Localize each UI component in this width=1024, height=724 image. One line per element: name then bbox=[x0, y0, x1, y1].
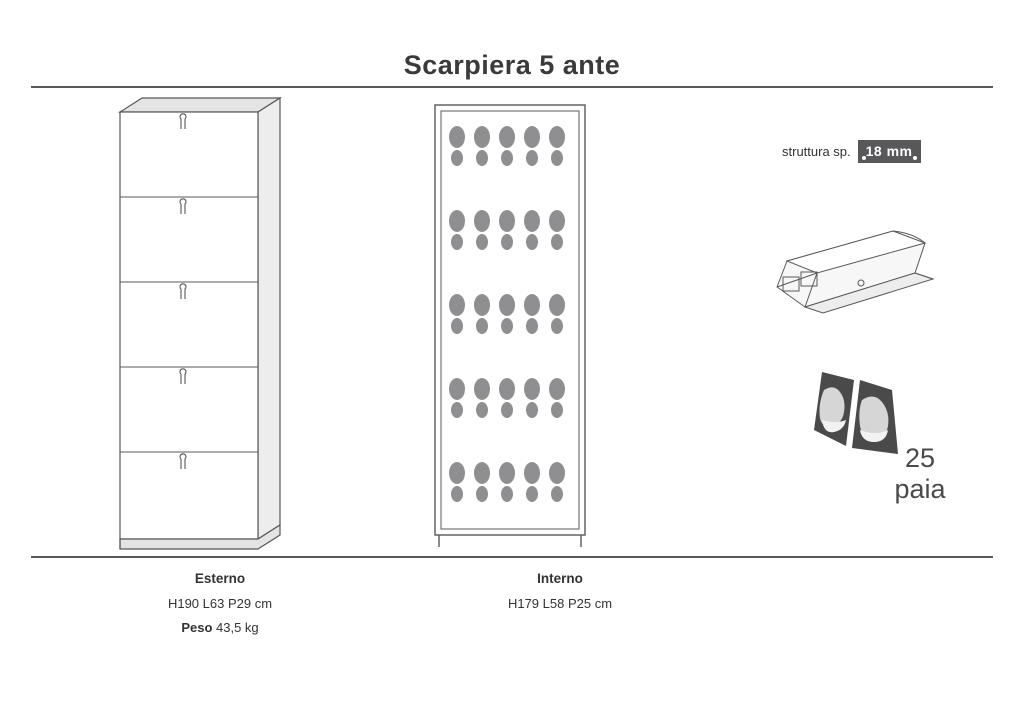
exterior-dimensions: H190 L63 P29 cm bbox=[167, 595, 273, 611]
structure-thickness-label: struttura sp. bbox=[782, 144, 851, 159]
interior-shoe-layout-drawing bbox=[425, 95, 600, 550]
exterior-weight-label: Peso bbox=[181, 620, 213, 636]
exterior-cabinet-drawing bbox=[95, 95, 305, 550]
exterior-caption bbox=[60, 566, 380, 641]
interior-caption bbox=[400, 566, 720, 616]
tilting-drawer-detail-drawing bbox=[765, 215, 945, 325]
page-title: Scarpiera 5 ante bbox=[403, 50, 621, 80]
exterior-label: Esterno bbox=[194, 571, 246, 586]
interior-label: Interno bbox=[537, 571, 583, 586]
capacity-unit: paia bbox=[894, 474, 946, 505]
capacity-pairs bbox=[860, 443, 980, 505]
interior-dimensions: H179 L58 P25 cm bbox=[507, 595, 613, 611]
structure-thickness-value: 18 mm bbox=[858, 140, 921, 163]
exterior-weight bbox=[60, 616, 380, 641]
structure-thickness bbox=[782, 140, 921, 163]
divider-bottom bbox=[31, 556, 993, 558]
divider-top bbox=[31, 86, 993, 88]
exterior-weight-value: 43,5 kg bbox=[216, 620, 259, 636]
capacity-number: 25 bbox=[904, 443, 936, 473]
